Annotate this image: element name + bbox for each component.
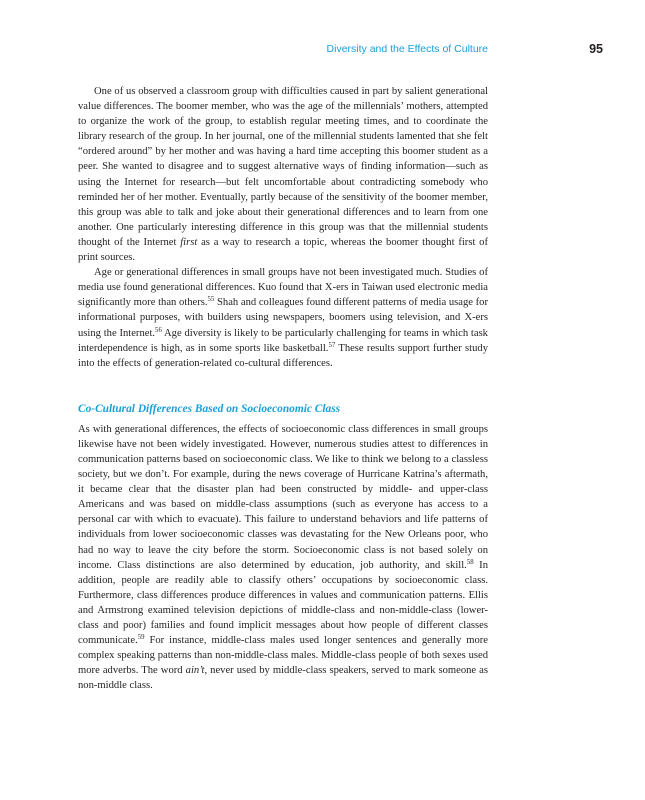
paragraph — [78, 265, 488, 371]
paragraph-text: Shah and colleagues found different patterns of media usage for informational purposes, with builders using newspapers, boomers using television, and X-ers using the Internet. — [78, 297, 488, 339]
paragraph-text: In addition, people are readily able to classify others’ occupations by socioeconomic class. Furthermore, class differences produce differences in values and communication patterns. Ellis and Armstrong examined television depictions of middle-class and non-middle-class (lower-class and poor) families and found implicit messages about how people of different classes communicate. — [78, 559, 488, 647]
paragraph — [78, 422, 488, 694]
running-title: Diversity and the Effects of Culture — [326, 43, 488, 55]
italic-text: ain’t, — [185, 665, 208, 677]
paragraph-text: One of us observed a classroom group with difficulties caused in part by salient generational value differences. The boomer member, who was the age of the millennials’ mothers, attempted to organize the work of the group, to establish regular meeting times, and to coordinate the library research of the group. In her journal, one of the millennial students lamented that she felt “ordered around” by her mother and was having a hard time accepting this boomer student as a peer. She wanted to disagree and to suggest alternative ways of finding information—such as using the Internet for research—but felt uncomfortable about contradicting somebody who reminded her of her mother. Eventually, partly because of the sensitivity of the boomer member, this group was able to talk and joke about their generational differences and to learn from one another. One particularly interesting difference in this group was that the millennial students thought of the Internet — [78, 86, 488, 248]
paragraph-text: as a way to research a topic, whereas the boomer thought first of print sources. — [78, 236, 488, 264]
body-text — [78, 84, 488, 693]
page-number: 95 — [589, 42, 603, 56]
footnote-ref: 56 — [155, 326, 162, 334]
paragraph-text: Age or generational differences in small groups have not been investigated much. Studies of media use found generational differences. Kuo found that X-ers in Taiwan used electronic media significantly more than others. — [78, 267, 488, 309]
italic-text: first — [180, 236, 198, 248]
footnote-ref: 59 — [137, 634, 145, 642]
paragraph — [78, 84, 488, 265]
running-header — [0, 43, 645, 59]
paragraph-text: never used by middle-class speakers, served to mark someone as non-middle class. — [78, 665, 489, 692]
paragraph-text: For instance, middle-class males used longer sentences and generally more complex speaking patterns than non-middle-class males. Middle-class people of both sexes used more adverbs. The word — [78, 635, 488, 677]
footnote-ref: 57 — [328, 341, 336, 349]
section-heading: Co-Cultural Differences Based on Socioeconomic Class — [78, 402, 341, 415]
footnote-ref: 58 — [466, 558, 474, 566]
footnote-ref: 55 — [207, 296, 215, 304]
paragraph-text: Age diversity is likely to be particularly challenging for teams in which task interdependence is high, as in some sports like basketball. — [78, 327, 488, 354]
paragraph-text: As with generational differences, the effects of socioeconomic class differences in small groups likewise have not been widely investigated. However, numerous studies attest to differences in communication patterns based on socioeconomic class. We like to think we belong to a classless society, but we don’t. For example, during the news coverage of Hurricane Katrina’s aftermath, it became clear that the disaster plan had been constructed by middle- and upper-class Americans and was based on middle-class assumptions (such as everyone has access to a personal car with which to evacuate). This failure to understand behaviors and life patterns of individuals from lower socioeconomic classes was devastating for the New Orleans poor, who had no way to leave the city before the storm. Socioeconomic class is not based solely on income. Class distinctions are also determined by education, job authority, and skill. — [78, 423, 488, 571]
paragraph-text: These results support further study into the effects of generation-related co-cultural differences. — [78, 342, 488, 369]
